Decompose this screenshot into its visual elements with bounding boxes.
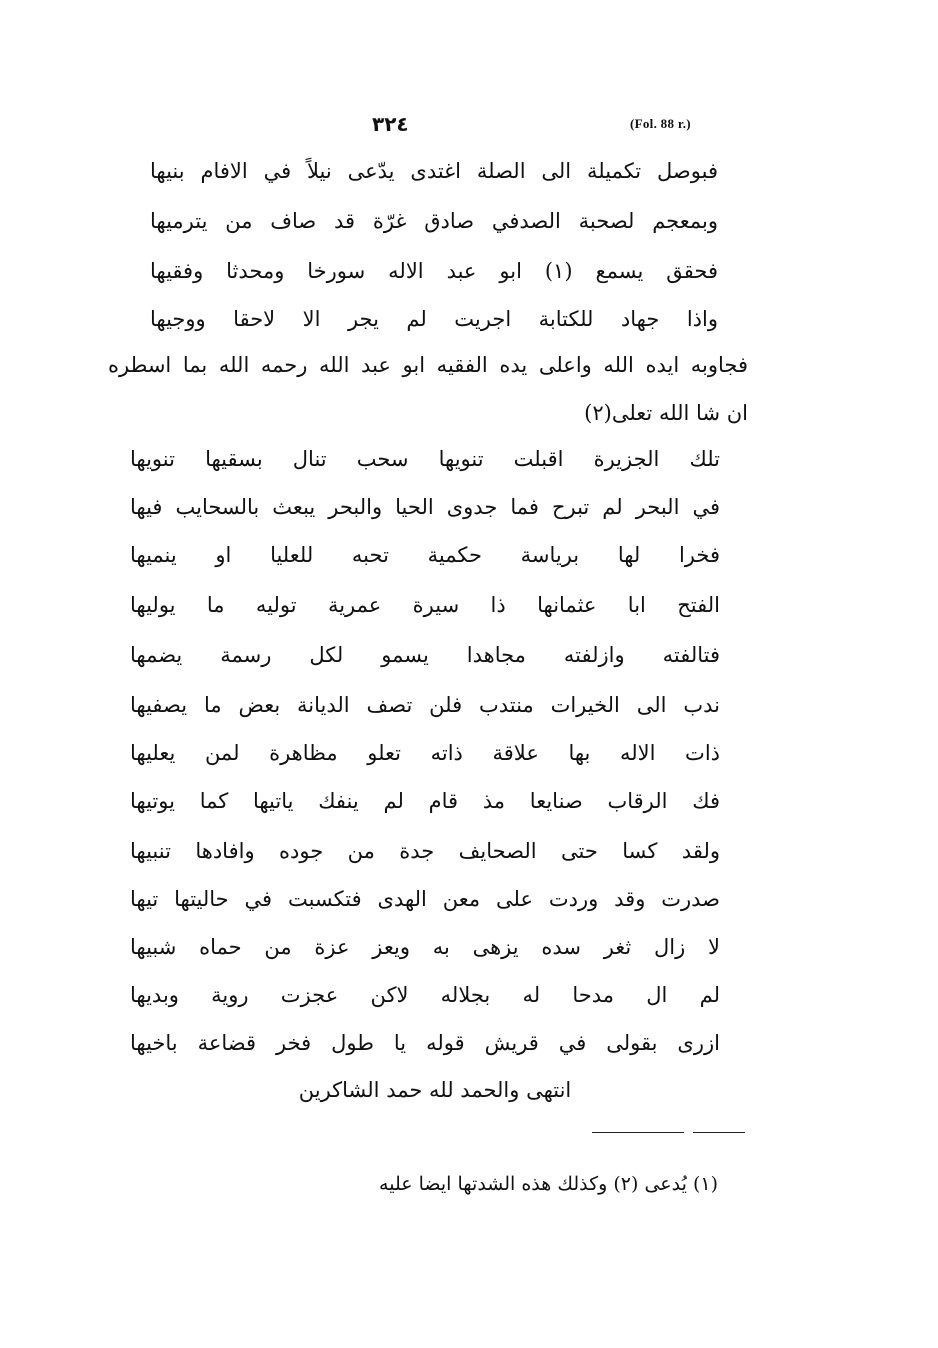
page-header [0,112,938,142]
prose-line: فبوصل تكميلة الى الصلة اغتدى يدّعى نيلاً في الافام بنيها [150,159,718,183]
verse-line: ازرى بقولى في قريش قوله يا طول فخر قضاعة باخيها [130,1031,720,1055]
verse-line: صدرت وقد وردت على معن الهدى فتكسبت في حاليتها تيها [130,887,720,911]
closing-line: انتهى والحمد لله حمد الشاكرين [298,1078,572,1102]
verse-line: ولقد كسا حتى الصحايف جدة من جوده وافادها تنبيها [130,839,720,863]
footnote: (١) يُدعى (٢) وكذلك هذه الشدتها ايضا عليه [379,1173,718,1195]
prose-wide-line: فجاوبه ايده الله واعلى يده الفقيه ابو عبد الله رحمه الله بما اسطره [108,353,748,377]
page-number: ٣٢٤ [372,112,409,136]
prose-line: وبمعجم لصحبة الصدفي صادق غرّة قد صاف من يترميها [150,209,718,233]
verse-line: فك الرقاب صنايعا مذ قام لم ينفك ياتيها كما يوتيها [130,789,720,813]
footnote-divider [693,1132,745,1133]
verse-line: لا زال ثغر سده يزهى به ويعز عزة من حماه شبيها [130,935,720,959]
verse-line: فخرا لها برياسة حكمية تحبه للعليا او ينميها [130,543,720,567]
verse-line: تلك الجزيرة اقبلت تنويها سحب تنال بسقيها تنويها [130,447,720,471]
folio-reference: (Fol. 88 r.) [630,116,691,131]
prose-line: واذا جهاد للكتابة اجريت لم يجر الا لاحقا ووجيها [150,307,718,331]
prose-line: فحقق يسمع (١) ابو عبد الاله سورخا ومحدثا وفقيها [150,259,718,283]
footnote-divider [592,1132,684,1133]
verse-line: لم ال مدحا له بجلاله لاكن عجزت روية وبديها [130,983,720,1007]
prose-wide-line: ان شا الله تعلى(٢) [584,401,748,425]
verse-line: ذات الاله بها علاقة ذاته تعلو مظاهرة لمن يعليها [130,741,720,765]
verse-line: الفتح ابا عثمانها ذا سيرة عمرية توليه ما يوليها [130,593,720,617]
verse-line: في البحر لم تبرح فما جدوى الحيا والبحر يبعث بالسحايب فيها [130,495,720,519]
verse-line: فتالفته وازلفته مجاهدا يسمو لكل رسمة يضمها [130,643,720,667]
verse-line: ندب الى الخيرات منتدب فلن تصف الديانة بعض ما يصفيها [130,693,720,717]
